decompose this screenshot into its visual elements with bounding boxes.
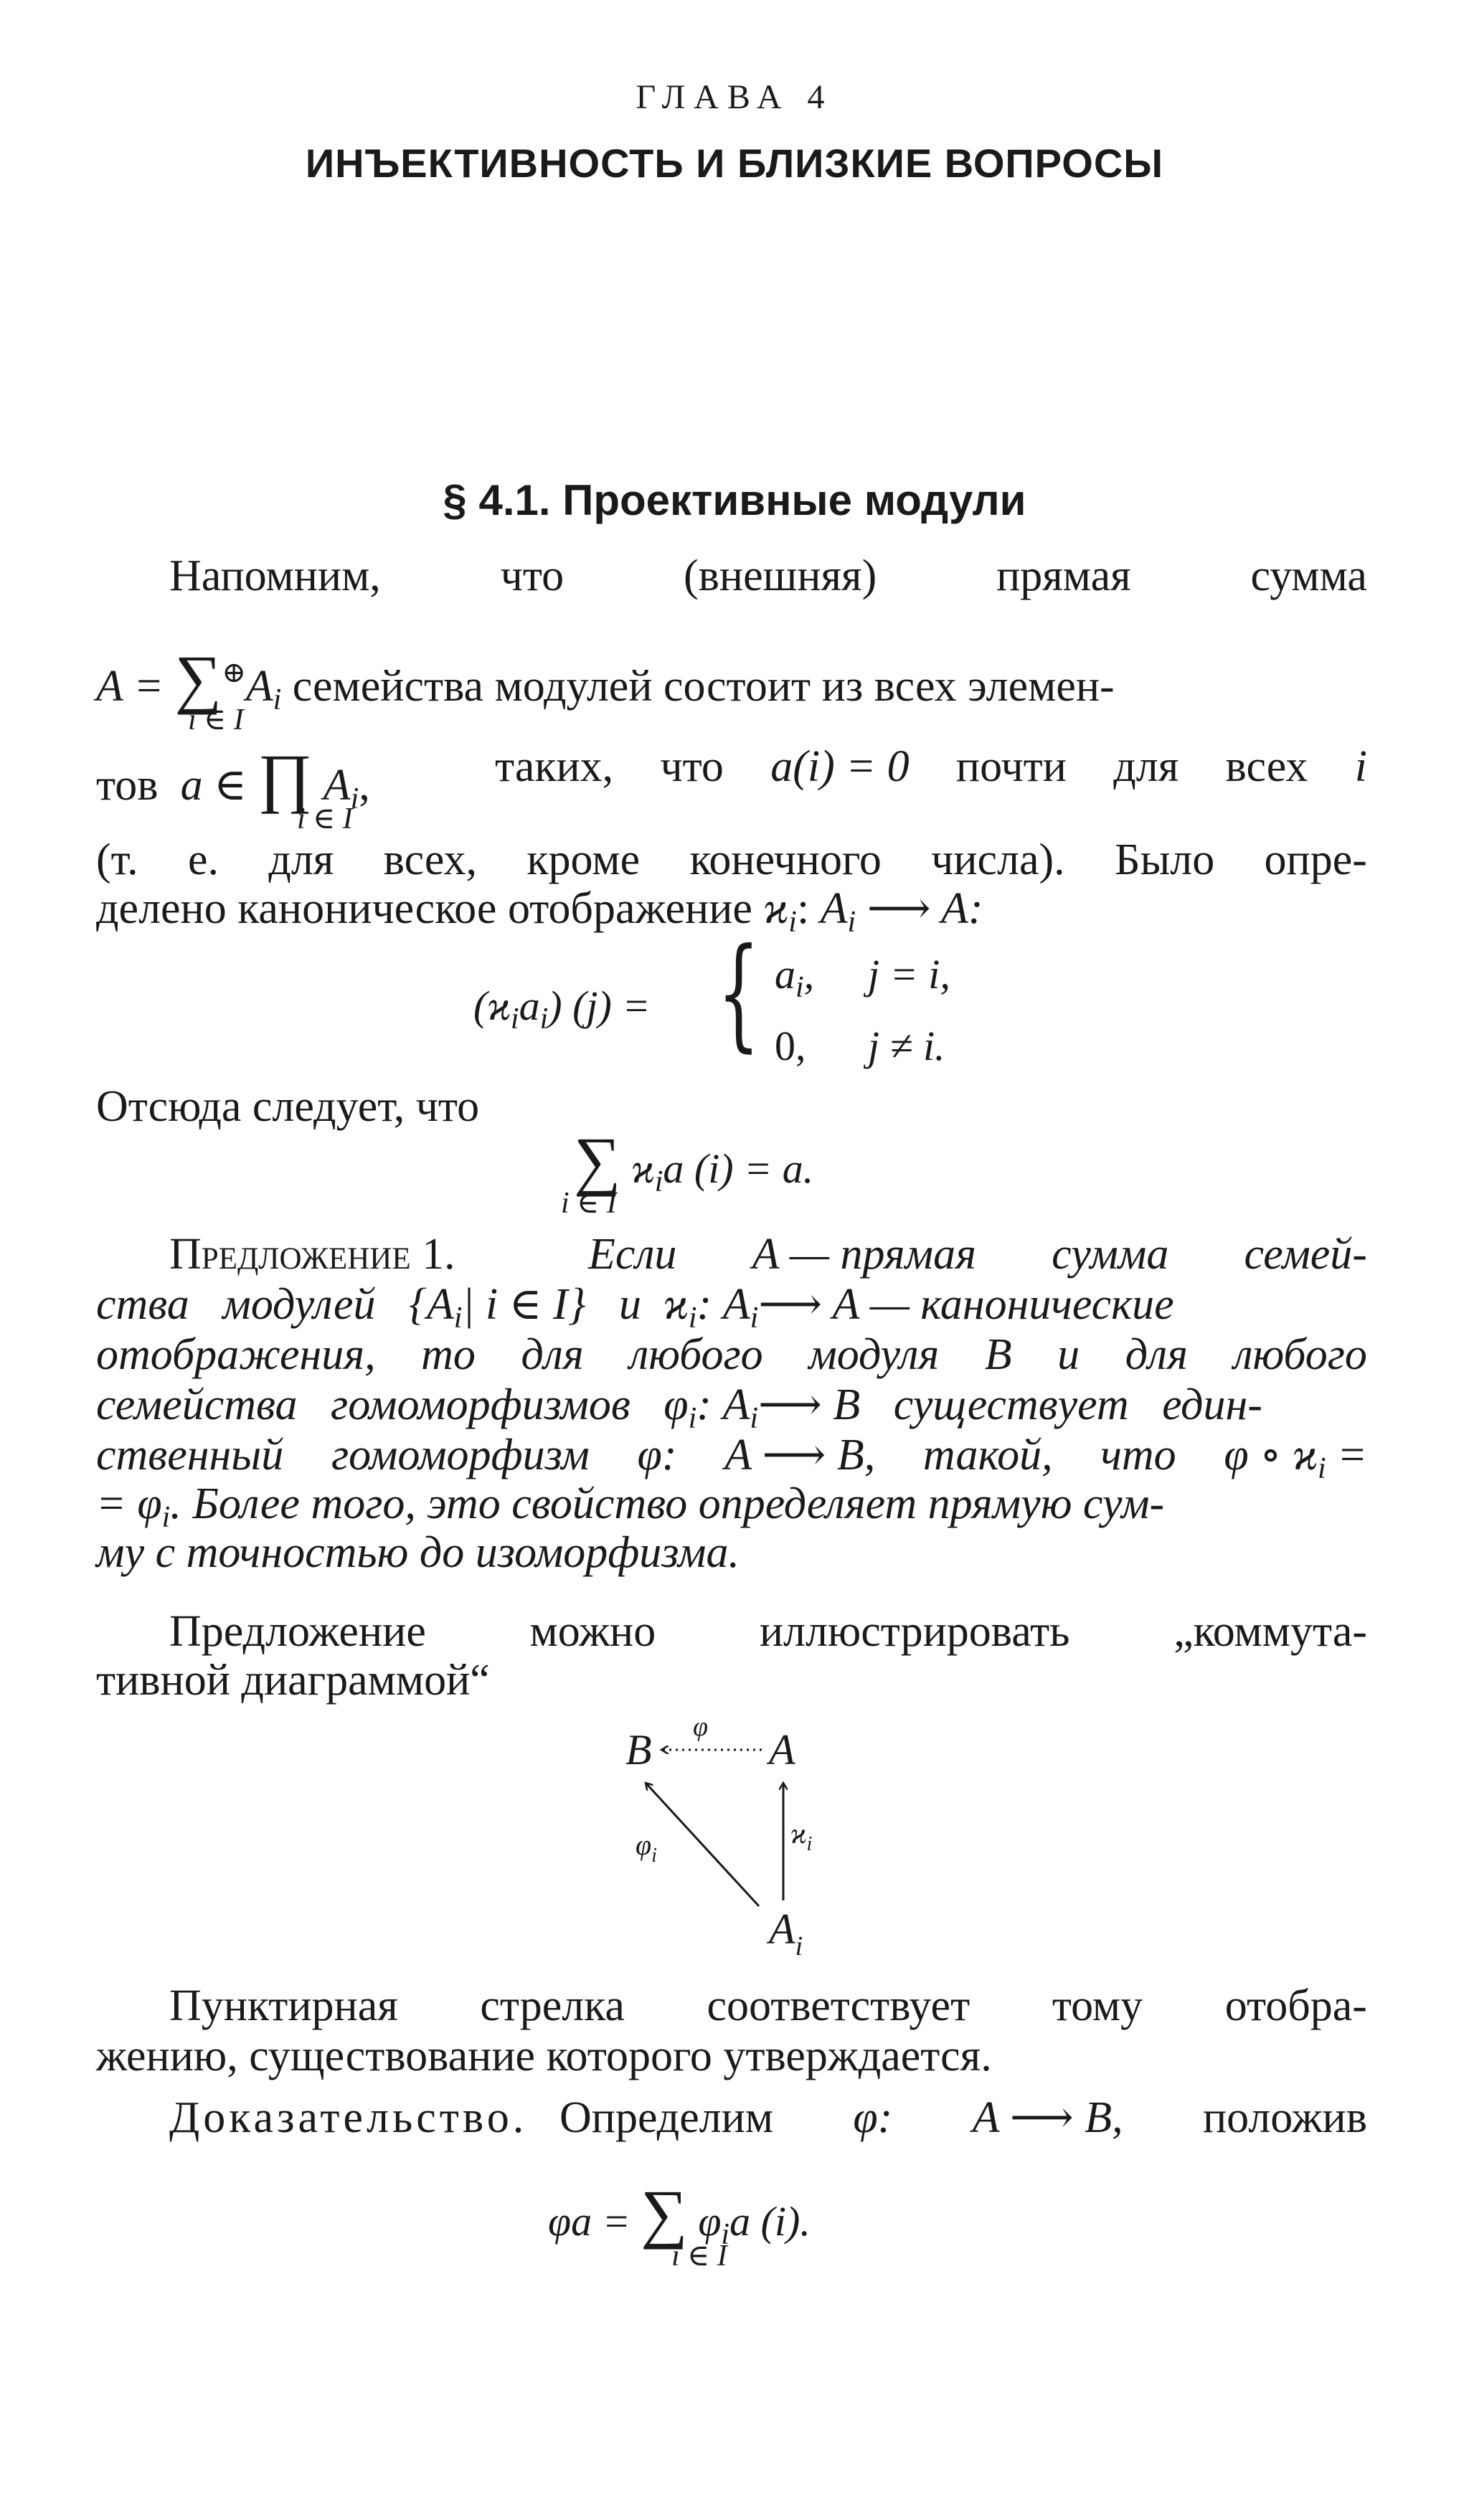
arrow-phi-i bbox=[646, 1783, 759, 1906]
formula-sum: ∑ $ϰ_ia$ (i) = a. bbox=[574, 1124, 814, 1198]
piecewise-brace: { bbox=[717, 922, 760, 1064]
piecewise-cond-1: j = i, bbox=[868, 951, 950, 998]
diagram-node-b: B bbox=[625, 1726, 652, 1773]
diagram-node-a: A bbox=[769, 1726, 795, 1773]
diagram-node-ai: $A_i$ bbox=[769, 1905, 803, 1961]
piecewise-case-1: $a_i$, bbox=[775, 951, 815, 1004]
commutative-diagram bbox=[603, 1714, 904, 1972]
proposition-line-6: = $\varphi_i$. Более того, это свойство определяет прямую сум- bbox=[96, 1479, 1165, 1534]
intro-line-4: (т. е. для всех, кроме конечного числа). Было опре- bbox=[96, 835, 1367, 884]
dotted-note-line-2: жению, существование которого утверждается. bbox=[96, 2032, 992, 2080]
proof-formula: φa = ∑ $\varphi_ia$ (i). bbox=[548, 2176, 811, 2251]
proof-formula-index: i ∈ I bbox=[671, 2240, 727, 2273]
illustrate-line-2: тивной диаграммой“ bbox=[96, 1656, 490, 1705]
intro-line-5: делено каноническое отображение $ϰ_i$: $A_i$ ⟶ A: bbox=[96, 884, 983, 939]
sum-symbol: ∑ bbox=[174, 642, 222, 715]
proposition-line-5: ственный гомоморфизм φ: A ⟶ B, такой, что φ ∘ $ϰ_i$ = bbox=[96, 1431, 1367, 1485]
proposition-line-3: отображения, то для любого модуля B и для любого bbox=[96, 1330, 1367, 1379]
section-title: § 4.1. Проективные модули bbox=[443, 476, 1026, 524]
proof-label: Доказательство. bbox=[169, 2093, 528, 2142]
proposition-label: Предложение 1. bbox=[169, 1230, 455, 1279]
piecewise-cond-2: j ≠ i. bbox=[868, 1023, 945, 1069]
dotted-note-line-1: Пунктирная стрелка соответствует тому отобра- bbox=[169, 1981, 1367, 2030]
diagram-label-phi: φ bbox=[693, 1714, 709, 1742]
proof-line-1: Определим φ: A ⟶ B, положив bbox=[559, 2093, 1367, 2142]
diagram-label-kappa: $ϰ_i$ bbox=[790, 1817, 813, 1855]
follows-text: Отсюда следует, что bbox=[96, 1082, 480, 1131]
product-index: i ∈ I bbox=[297, 802, 353, 835]
illustrate-line-1: Предложение можно иллюстрировать „коммута- bbox=[169, 1607, 1367, 1656]
proposition-line-2: ства модулей {$A_i|$ i ∈ I} и $ϰ_i$: $A_i⟶$ A — канонические bbox=[96, 1280, 1174, 1335]
proposition-line-4: семейства гомоморфизмов $\varphi_i$: $A_i⟶$ B существует един- bbox=[96, 1380, 1262, 1435]
diagram-label-phi-i: $\varphi_i$ bbox=[636, 1829, 657, 1867]
formula-sum-index: i ∈ I bbox=[561, 1187, 617, 1220]
formula-piecewise-lhs: $(ϰ_ia_i) (j)$ = bbox=[473, 982, 651, 1036]
intro-line-1: Напомним, что (внешняя) прямая сумма bbox=[169, 551, 1367, 600]
intro-line-3-start: тов a ∈ ∏ $A_i$, bbox=[96, 741, 370, 815]
intro-line-2: $A = \sum^\oplus A_i$ семейства модулей состоит из всех элемен- bbox=[96, 642, 1115, 716]
chapter-title: ИНЪЕКТИВНОСТЬ И БЛИЗКИЕ ВОПРОСЫ bbox=[305, 141, 1164, 186]
chapter-label: ГЛАВА 4 bbox=[636, 78, 833, 116]
proposition-line-7: му с точностью до изоморфизма. bbox=[96, 1528, 740, 1577]
product-symbol: ∏ bbox=[258, 741, 313, 814]
piecewise-case-2: 0, bbox=[775, 1023, 806, 1069]
sum-index: i ∈ I bbox=[188, 704, 244, 736]
proposition-line-1: Если A — прямая сумма семей- bbox=[588, 1230, 1367, 1279]
intro-line-3-end: таких, что a(i) = 0 почти для всех i bbox=[495, 742, 1367, 791]
